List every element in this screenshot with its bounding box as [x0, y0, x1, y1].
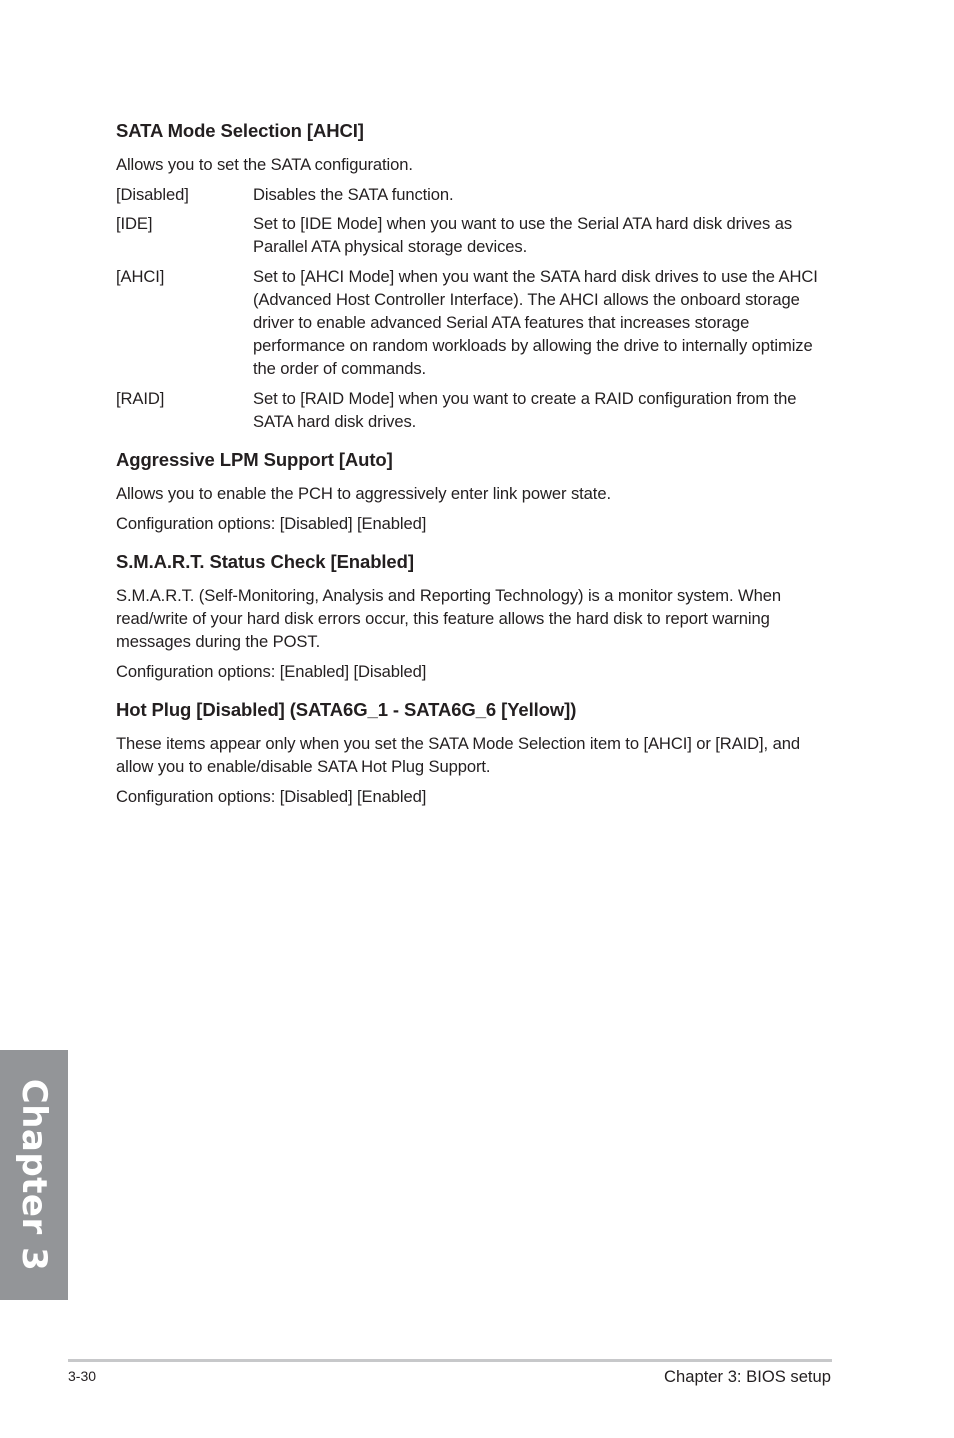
chapter-tab-label: Chapter 3	[14, 1078, 54, 1272]
page-content	[116, 118, 832, 822]
section-intro: Allows you to enable the PCH to aggressively enter link power state.	[116, 484, 611, 504]
option-row-ahci	[116, 265, 832, 381]
footer-chapter-title: Chapter 3: BIOS setup	[664, 1367, 831, 1386]
section-title: Hot Plug [Disabled] (SATA6G_1 - SATA6G_6 [Yellow])	[116, 699, 577, 721]
section-intro: Allows you to set the SATA configuration.	[116, 155, 413, 174]
option-row-ide	[116, 212, 832, 258]
option-row-raid	[116, 387, 832, 433]
footer-divider	[68, 1359, 832, 1362]
section-config: Configuration options: [Enabled] [Disabled]	[116, 662, 427, 682]
section-sata-mode	[116, 118, 832, 433]
option-desc: Set to [IDE Mode] when you want to use the Serial ATA hard disk drives as Parallel ATA physical storage devices.	[253, 214, 793, 257]
option-key: [AHCI]	[116, 266, 165, 286]
option-key: [IDE]	[116, 214, 153, 234]
section-title: S.M.A.R.T. Status Check [Enabled]	[116, 551, 414, 573]
option-key: [RAID]	[116, 388, 165, 408]
section-title: SATA Mode Selection [AHCI]	[116, 120, 364, 141]
section-intro: These items appear only when you set the SATA Mode Selection item to [AHCI] or [RAID], and allow you to enable/disable SATA Hot Plug Support.	[116, 734, 800, 777]
section-smart	[116, 549, 832, 683]
option-row-disabled	[116, 183, 832, 206]
section-intro: S.M.A.R.T. (Self-Monitoring, Analysis and Reporting Technology) is a monitor system. When read/write of your hard disk errors occur, this feature allows the hard disk to report warning messages during the POST.	[116, 586, 781, 652]
section-title: Aggressive LPM Support [Auto]	[116, 449, 393, 471]
page-number: 3-30	[68, 1368, 97, 1384]
chapter-tab	[0, 1050, 68, 1300]
section-config: Configuration options: [Disabled] [Enabled]	[116, 514, 427, 534]
section-config: Configuration options: [Disabled] [Enabled]	[116, 787, 427, 807]
section-hot-plug	[116, 697, 832, 808]
option-desc: Set to [AHCI Mode] when you want the SATA hard disk drives to use the AHCI (Advanced Host Controller Interface). The AHCI allows the onboard storage driver to enable advanced Serial ATA features that increases storage performance on random workloads by allowing the drive to internally optimize the order of commands.	[253, 266, 818, 379]
option-desc: Disables the SATA function.	[253, 185, 454, 204]
section-aggressive-lpm	[116, 447, 832, 535]
option-key: [Disabled]	[116, 185, 189, 204]
option-desc: Set to [RAID Mode] when you want to create a RAID configuration from the SATA hard disk drives.	[253, 388, 797, 431]
